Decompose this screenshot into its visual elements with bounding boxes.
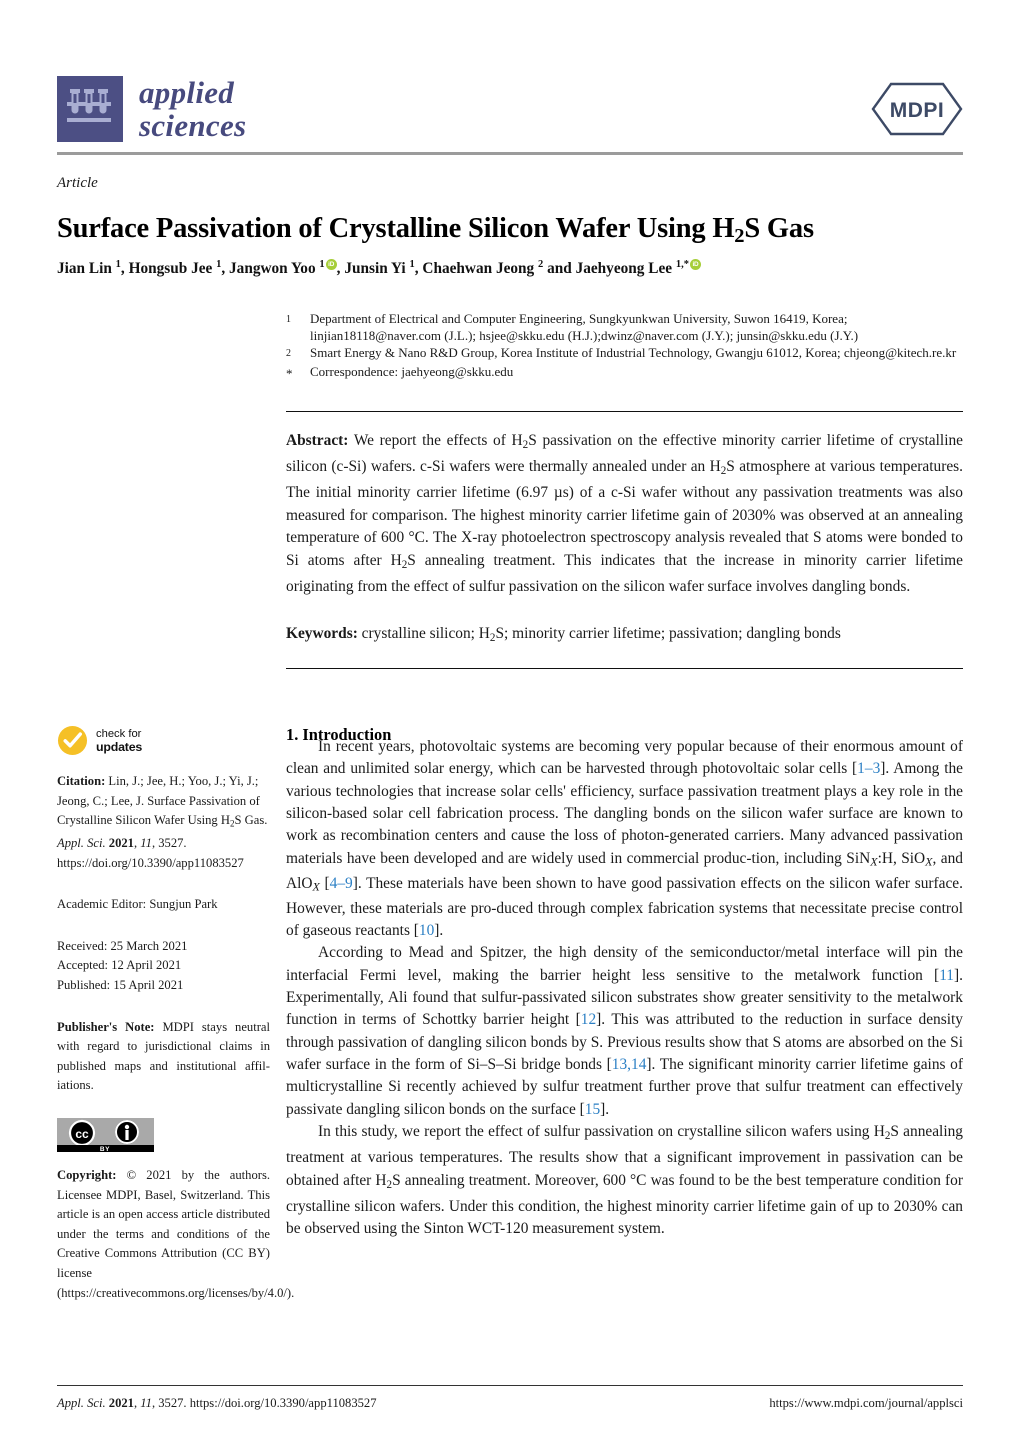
journal-title-line1: applied bbox=[139, 75, 235, 110]
text-run: According to Mead and Spitzer, the high density of the semiconductor/metal interface will pin the interfacial Fermi level, making the barrier height less sensitive to the metalwork function [ bbox=[286, 944, 963, 984]
publishers-note-text: MDPI stays neutral with regard to jurisdictional claims in published maps and institutional affil-iations. bbox=[57, 1019, 271, 1093]
keywords-label: Keywords: bbox=[286, 625, 358, 642]
abstract-label: Abstract: bbox=[286, 432, 349, 449]
citation-reference-link[interactable]: 10 bbox=[418, 922, 435, 940]
paragraph-p2 bbox=[286, 942, 963, 1121]
mdpi-logo[interactable] bbox=[871, 82, 963, 136]
section-heading-introduction: 1. Introduction bbox=[286, 724, 392, 744]
footer-journal: Appl. Sci. bbox=[57, 1396, 106, 1410]
text-run: S annealing treatment. Moreover, 600 °C was found to be the best temperature condition for crystalline silicon wafers. Under this condition, the highest minority carrier lifetime gain of up to 2030% can be observed using the Sinton WCT-120 measurement system. bbox=[286, 1171, 964, 1238]
citation-journal: Appl. Sci. bbox=[57, 836, 106, 851]
text-run: ]. Experimentally, Ali found that sulfur-passivated silicon substrates show greater sensitivity to the metalwork function in terms of Schottky barrier height [ bbox=[286, 966, 963, 1029]
academic-editor: Academic Editor: Sungjun Park bbox=[57, 897, 218, 912]
author-affiliation-marker: 1 bbox=[409, 259, 415, 270]
author-name: Chaehwan Jeong bbox=[422, 260, 539, 278]
paragraph-p3 bbox=[286, 1121, 963, 1240]
citation-sub: 2 bbox=[229, 818, 235, 829]
author-name: Jangwon Yoo bbox=[229, 260, 320, 278]
introduction-body bbox=[286, 736, 963, 1240]
abstract-section bbox=[286, 430, 963, 598]
header-divider bbox=[57, 152, 963, 155]
text-run: ]. bbox=[434, 922, 444, 940]
check-for-updates-badge[interactable] bbox=[57, 725, 270, 756]
citation-doi[interactable]: https://doi.org/10.3390/app11083527 bbox=[57, 855, 244, 870]
publication-date: Published: 15 April 2021 bbox=[57, 978, 184, 993]
citation-year: 2021 bbox=[108, 836, 134, 851]
footer-year: 2021 bbox=[108, 1396, 134, 1410]
citation-reference-link[interactable]: 12 bbox=[580, 1011, 597, 1029]
chemical-subscript-italic: X bbox=[870, 854, 878, 869]
publication-dates bbox=[57, 937, 270, 996]
author-affiliation-marker: 1 bbox=[216, 259, 222, 270]
author-list: Jian Lin $^1$, Hongsub Jee $^1$, Jangwon Yoo $^1$ iD , Junsin Yi $^1$, Chaehwan Jeong $^2$ and Jaehyeong Lee $^{1,*}$iD bbox=[57, 255, 963, 279]
citation-block: Citation: Lin, J.; Jee, H.; Yoo, J.; Yi, J.; Jeong, C.; Lee, J. Surface Passivation of Crystalline Silicon Wafer Using $H_2S$ Gas. Appl. Sci. 2021, 11, 3527. https://doi.org/10.3390/app11083527 bbox=[57, 774, 268, 870]
footer-rest: , 3527. https://doi.org/10.3390/app11083527 bbox=[151, 1396, 377, 1410]
chemical-subscript: 2 bbox=[884, 1129, 891, 1142]
author-name: Jian Lin bbox=[57, 260, 116, 278]
citation-text-b: S Gas. bbox=[234, 813, 268, 828]
text-run: ]. Among the various technologies that increase solar cells' efficiency, surface passivation treatment plays a key role in the silicon-based solar cell fabrication process. The dangling bonds on the silicon wafer surface are known to work as recombination centers and cause the loss of photon-generated carriers. Many advanced passivation materials have been developed and are widely used in commercial produc-tion, including SiN bbox=[286, 760, 963, 867]
keywords-sub: 2 bbox=[489, 631, 496, 644]
citation-reference-link[interactable]: 11 bbox=[939, 966, 955, 984]
footer-divider bbox=[57, 1385, 963, 1386]
copyright-label: Copyright: bbox=[57, 1167, 117, 1182]
page-title bbox=[57, 212, 963, 253]
svg-text:BY: BY bbox=[99, 1145, 111, 1152]
footer-journal-url[interactable]: https://www.mdpi.com/journal/applsci bbox=[769, 1396, 963, 1410]
article-type-label: Article bbox=[57, 175, 98, 191]
citation-volume: 11 bbox=[140, 836, 152, 851]
abstract-sub-2: 2 bbox=[720, 464, 727, 477]
abstract-text-1: We report the effects of H bbox=[348, 432, 523, 449]
cfu-line2: updates bbox=[96, 739, 143, 754]
journal-title bbox=[139, 76, 246, 142]
copyright-block bbox=[57, 1166, 295, 1303]
check-circle-icon bbox=[57, 725, 88, 756]
publication-date: Received: 25 March 2021 bbox=[57, 938, 188, 953]
text-run: ]. bbox=[600, 1100, 610, 1118]
text-run: , and AlO bbox=[286, 849, 964, 892]
text-run: ]. The significant minority carrier lifetime gains of multicrystalline Si recently achieved by sulfur treatment further prove that sulfur treatment can effectively passivate dangling silicon bonds on the surface [ bbox=[286, 1056, 963, 1118]
affiliation-marker: 1 bbox=[286, 314, 291, 325]
text-run: ]. These materials have been shown to have good passivation effects on the silicon wafer surface. However, these materials are pro-duced through complex fabrication systems that necessitate precise control of gaseous reactants [ bbox=[286, 874, 963, 940]
paper-title-pre: Surface Passivation of Crystalline Silicon Wafer Using H bbox=[57, 213, 735, 245]
check-for-updates-text bbox=[96, 728, 142, 754]
chemical-subscript-italic: X bbox=[312, 879, 320, 894]
journal-logo[interactable] bbox=[57, 76, 246, 142]
citation-text-a: Lin, J.; Jee, H.; Yoo, J.; Yi, J.; Jeong, C.; Lee, J. Surface Passivation of Crystalline Silicon Wafer Using H bbox=[57, 774, 260, 828]
journal-title-line2: sciences bbox=[139, 108, 247, 143]
citation-reference-link[interactable]: 13,14 bbox=[611, 1056, 647, 1074]
text-run: In this study, we report the effect of sulfur passivation on crystalline silicon wafers using H bbox=[318, 1123, 885, 1141]
citation-reference-link[interactable]: 4–9 bbox=[329, 874, 353, 892]
abstract-divider-top bbox=[286, 411, 963, 412]
paper-title-post: S Gas bbox=[744, 213, 814, 245]
cfu-line1: check for bbox=[96, 727, 142, 740]
footer-volume: 11 bbox=[140, 1396, 152, 1410]
citation-reference-link[interactable]: 15 bbox=[584, 1100, 601, 1118]
author-name: Jaehyeong Lee bbox=[575, 260, 676, 278]
abstract-sub-3: 2 bbox=[401, 558, 408, 571]
chemical-subscript: 2 bbox=[386, 1178, 393, 1191]
author-affiliation-marker: 2 bbox=[538, 259, 544, 270]
author-affiliation-marker: 1 bbox=[115, 259, 121, 270]
author-name: Hongsub Jee bbox=[128, 260, 217, 278]
abstract-text-3: S atmosphere at various temperatures. The initial minority carrier lifetime (6.97 µs) of a c-Si wafer without any passivation treatments was also measured for comparison. The highest minority carrier lifetime gain of 2030% was observed at an annealing temperature of 600 °C. The X-ray photoelectron spectroscopy analysis revealed that S atoms were bonded to Si atoms after H bbox=[286, 458, 963, 569]
author-name: Junsin Yi bbox=[344, 260, 410, 278]
citation-reference-link[interactable]: 1–3 bbox=[857, 760, 881, 778]
paper-title-subscript: 2 bbox=[734, 225, 745, 248]
publishers-note bbox=[57, 1018, 270, 1096]
sidebar bbox=[57, 725, 295, 1325]
citation-article-no: , 3527. bbox=[151, 836, 187, 851]
affiliation-text: Smart Energy & Nano R&D Group, Korea Institute of Industrial Technology, Gwangju 61012, Korea; chjeong@kitech.re.kr bbox=[310, 345, 957, 361]
footer-citation: Appl. Sci. 2021, 11, 3527. https://doi.org/10.3390/app11083527 bbox=[57, 1396, 377, 1410]
page-footer bbox=[57, 1396, 963, 1411]
author-affiliation-marker: 1 bbox=[319, 259, 325, 270]
affiliation-row bbox=[286, 363, 963, 382]
abstract-text-2: S passivation on the effective minority carrier lifetime of crystalline silicon (c-Si) wafers. c-Si wafers were thermally annealed under an H bbox=[286, 432, 963, 476]
affiliation-marker: 2 bbox=[286, 348, 291, 360]
text-run: ]. This was attributed to the reduction in surface density through passivation of dangling silicon bonds by S. Previous results show that S atoms are absorbed on the Si wafer surface in the form of Si–S–Si bridge bonds [ bbox=[286, 1011, 963, 1074]
keywords-section bbox=[286, 623, 963, 649]
chemical-subscript-italic: X bbox=[925, 854, 933, 869]
svg-text:MDPI: MDPI bbox=[889, 99, 945, 122]
text-run: [ bbox=[319, 874, 330, 892]
keywords-text-2: S; minority carrier lifetime; passivation; dangling bonds bbox=[495, 625, 841, 642]
orcid-icon[interactable] bbox=[326, 259, 337, 270]
affiliation-marker: * bbox=[286, 365, 293, 381]
abstract-divider-bottom bbox=[286, 668, 963, 669]
affiliation-row bbox=[286, 310, 963, 344]
test-tube-rack-icon bbox=[57, 76, 123, 142]
paragraph-p1 bbox=[286, 736, 963, 942]
keywords-text-1: crystalline silicon; H bbox=[357, 625, 490, 642]
citation-label: Citation: bbox=[57, 774, 106, 788]
svg-text:cc: cc bbox=[75, 1126, 89, 1141]
affiliations-block bbox=[286, 310, 963, 382]
page-header bbox=[57, 70, 963, 154]
text-run: S annealing treatment at various temperatures. The results show that a significant improvement in passivation can be obtained after H bbox=[286, 1123, 964, 1189]
orcid-icon[interactable] bbox=[690, 259, 701, 270]
abstract-sub-1: 2 bbox=[522, 438, 529, 451]
abstract-text-4: S annealing treatment. This indicates that the increase in minority carrier lifetime originating from the effect of sulfur passivation on the silicon wafer surface involves dangling bonds. bbox=[286, 551, 963, 595]
publishers-note-label: Publisher's Note: bbox=[57, 1019, 155, 1034]
text-run: In recent years, photovoltaic systems are becoming very popular because of their enormous amount of clean and unlimited solar energy, which can be harvested through photovoltaic solar cells [ bbox=[286, 738, 963, 778]
affiliation-text: Department of Electrical and Computer Engineering, Sungkyunkwan University, Suwon 16419, Korea; linjian18118@naver.com (J.L.); hsjee@skku.edu (H.J.);dwinz@naver.com (J.Y.); junsin@skku.edu (J.Y.) bbox=[310, 311, 859, 344]
affiliation-text: Correspondence: jaehyeong@skku.edu bbox=[310, 363, 514, 379]
text-run: :H, SiO bbox=[877, 849, 926, 867]
copyright-text: © 2021 by the authors. Licensee MDPI, Basel, Switzerland. This article is an open access article distributed under the terms and conditions of the Creative Commons Attribution (CC BY) license (https://creativecommons.org/licenses/by/4.0/). bbox=[57, 1167, 295, 1300]
creative-commons-by-icon[interactable] bbox=[57, 1118, 154, 1152]
publication-date: Accepted: 12 April 2021 bbox=[57, 958, 182, 973]
author-affiliation-marker: 1,* bbox=[675, 259, 689, 270]
affiliation-row bbox=[286, 344, 963, 362]
